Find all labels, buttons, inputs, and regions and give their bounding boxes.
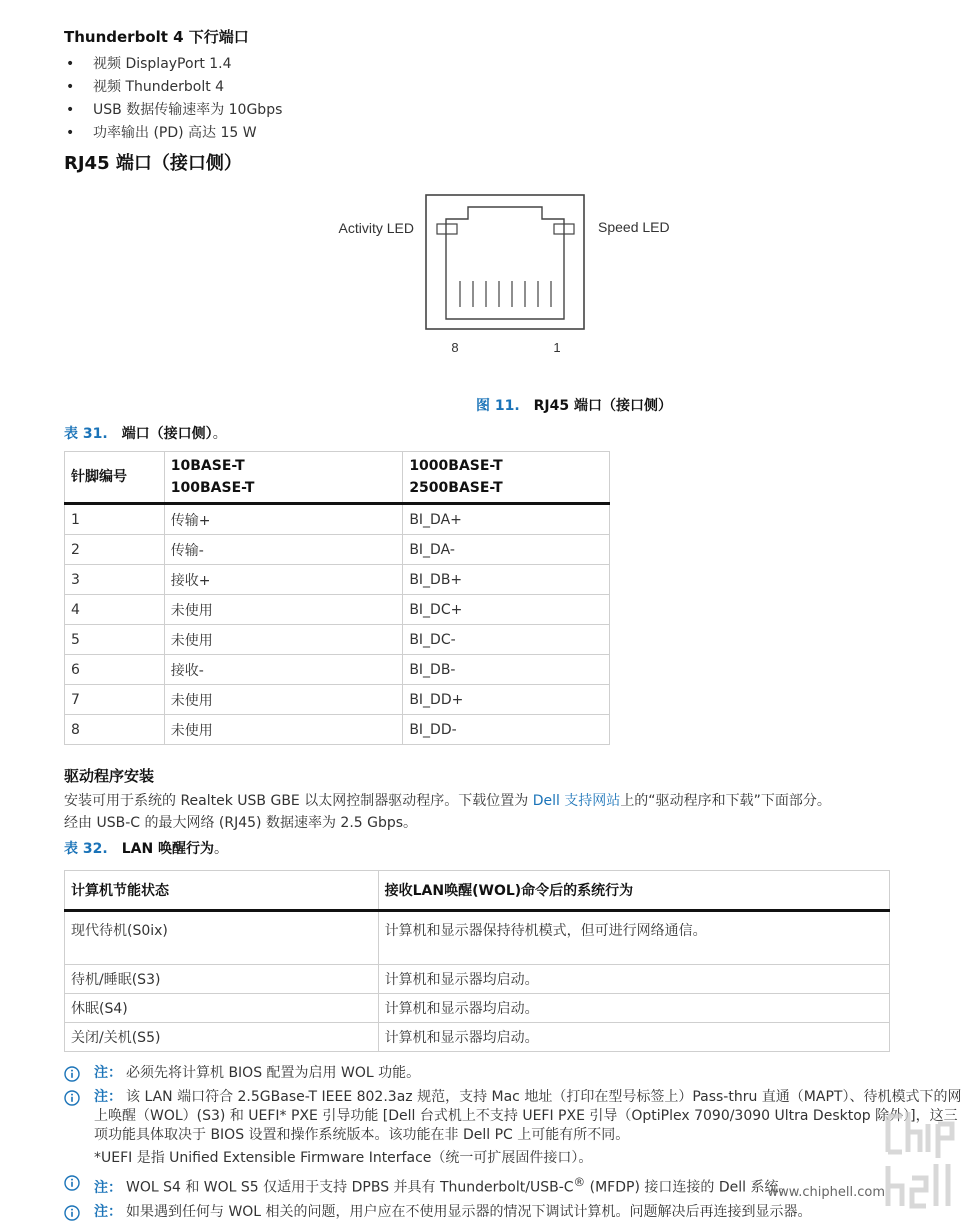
info-icon [64, 1066, 80, 1082]
note-text: WOL S4 和 WOL S5 仅适用于支持 DPBS 并具有 Thunderbolt/USB-C [126, 1179, 574, 1196]
rj45-figure [64, 187, 964, 387]
info-icon [64, 1175, 80, 1191]
table32-caption [64, 838, 964, 858]
rj45-heading: RJ45 端口（接口侧） [64, 153, 242, 174]
table32-caption-suffix: 。 [214, 841, 229, 857]
table-row: 4 未使用 BI_DC+ [65, 595, 610, 625]
port-pins [460, 281, 551, 307]
header-pin-number: 针脚编号 [65, 452, 165, 504]
note-item [64, 1203, 964, 1222]
table31-caption-suffix: 。 [212, 426, 227, 442]
bullet-item: • 视频 Thunderbolt 4 [64, 76, 964, 99]
bullet-item: • USB 数据传输速率为 10Gbps [64, 99, 964, 122]
header-power-state: 计算机节能状态 [65, 871, 379, 911]
figure-caption-text: RJ45 端口（接口侧） [533, 398, 673, 414]
port-frame [426, 195, 584, 329]
table-row: 6 接收- BI_DB- [65, 655, 610, 685]
table31-caption [64, 423, 964, 443]
table-header-row [65, 452, 610, 504]
figure-caption [64, 395, 964, 415]
note-text-tail: (MFDP) 接口连接的 Dell 系统。 [585, 1179, 793, 1196]
activity-led-indicator [437, 224, 457, 234]
note-item [64, 1088, 964, 1168]
table31-number: 表 31. [64, 426, 108, 442]
info-icon [64, 1205, 80, 1221]
table-row: 2 传输- BI_DA- [65, 535, 610, 565]
table-row: 关闭/关机(S5) 计算机和显示器均启动。 [65, 1023, 890, 1052]
document-page [64, 26, 964, 1227]
table32-caption-text: LAN 唤醒行为 [121, 841, 215, 857]
figure-number: 图 11. [475, 398, 520, 414]
note-text: 如果遇到任何与 WOL 相关的问题，用户应在不使用显示器的情况下调试计算机。问题解决后再连接到显示器。 [126, 1203, 812, 1220]
pin-1-label: 1 [553, 340, 561, 355]
registered-mark: ® [573, 1175, 586, 1189]
tb4-heading: Thunderbolt 4 下行端口 [64, 28, 249, 46]
pin-table [64, 451, 610, 745]
table-header-row [65, 871, 890, 911]
port-socket-outline [446, 207, 564, 319]
table32-number: 表 32. [64, 841, 108, 857]
table-row: 8 未使用 BI_DD- [65, 715, 610, 745]
tb4-bullet-list [64, 53, 964, 145]
note-text: 该 LAN 端口符合 2.5GBase-T IEEE 802.3az 规范，支持 Mac 地址（打印在型号标签上）Pass-thru 直通（MAPT）、待机模式下的网上唤醒（WOL）(S3) 和 UEFI* PXE 引导功能 [Dell 台式机上不支持 UEFI PXE 引导（OptiPlex 7090/3090 Ultra Desktop 除外）]，这三项功能具体取决于 BIOS 设置和操作系统版本。该功能在非 Dell PC 上可能有所不同。 [94, 1089, 962, 1143]
table-row: 1 传输+ BI_DA+ [65, 504, 610, 535]
table31-caption-text: 端口（接口侧） [121, 426, 213, 442]
note-text: 必须先将计算机 BIOS 配置为启用 WOL 功能。 [126, 1065, 421, 1081]
table-row: 现代待机(S0ix) 计算机和显示器保持待机模式，但可进行网络通信。 [65, 911, 890, 965]
bullet-item: • 视频 DisplayPort 1.4 [64, 53, 964, 76]
activity-led-label: Activity LED [338, 220, 414, 236]
bullet-item: • 功率输出 (PD) 高达 15 W [64, 122, 964, 145]
table-row: 休眠(S4) 计算机和显示器均启动。 [65, 994, 890, 1023]
header-wol-behavior: 接收LAN唤醒(WOL)命令后的系统行为 [378, 871, 889, 911]
note-label: 注： [94, 1179, 122, 1196]
driver-paragraph: 安装可用于系统的 Realtek USB GBE 以太网控制器驱动程序。下载位置为 Dell 支持网站上的“驱动程序和下载”下面部分。 [64, 793, 831, 809]
table-row: 5 未使用 BI_DC- [65, 625, 610, 655]
info-icon [64, 1090, 80, 1106]
header-1000-2500base: 1000BASE-T 2500BASE-T [403, 452, 610, 504]
note-label: 注： [94, 1203, 122, 1220]
note-label: 注： [94, 1065, 122, 1081]
network-rate-paragraph: 经由 USB-C 的最大网络 (RJ45) 数据速率为 2.5 Gbps。 [64, 815, 418, 831]
pin-8-label: 8 [451, 340, 459, 355]
watermark-text: www.chiphell.com [767, 1185, 885, 1200]
wol-table [64, 870, 890, 1052]
speed-led-label: Speed LED [598, 219, 670, 235]
watermark-logo [884, 1108, 970, 1212]
header-10-100base: 10BASE-T 100BASE-T [164, 452, 403, 504]
note-item [64, 1064, 964, 1083]
rj45-diagram [64, 187, 964, 387]
note-label: 注： [94, 1089, 122, 1105]
table-row: 待机/睡眠(S3) 计算机和显示器均启动。 [65, 965, 890, 994]
dell-support-link[interactable]: Dell 支持网站 [532, 793, 621, 809]
driver-heading: 驱动程序安装 [64, 767, 155, 785]
table-row: 3 接收+ BI_DB+ [65, 565, 610, 595]
note-footnote: *UEFI 是指 Unified Extensible Firmware Interface（统一可扩展固件接口）。 [94, 1150, 593, 1166]
table-row: 7 未使用 BI_DD+ [65, 685, 610, 715]
